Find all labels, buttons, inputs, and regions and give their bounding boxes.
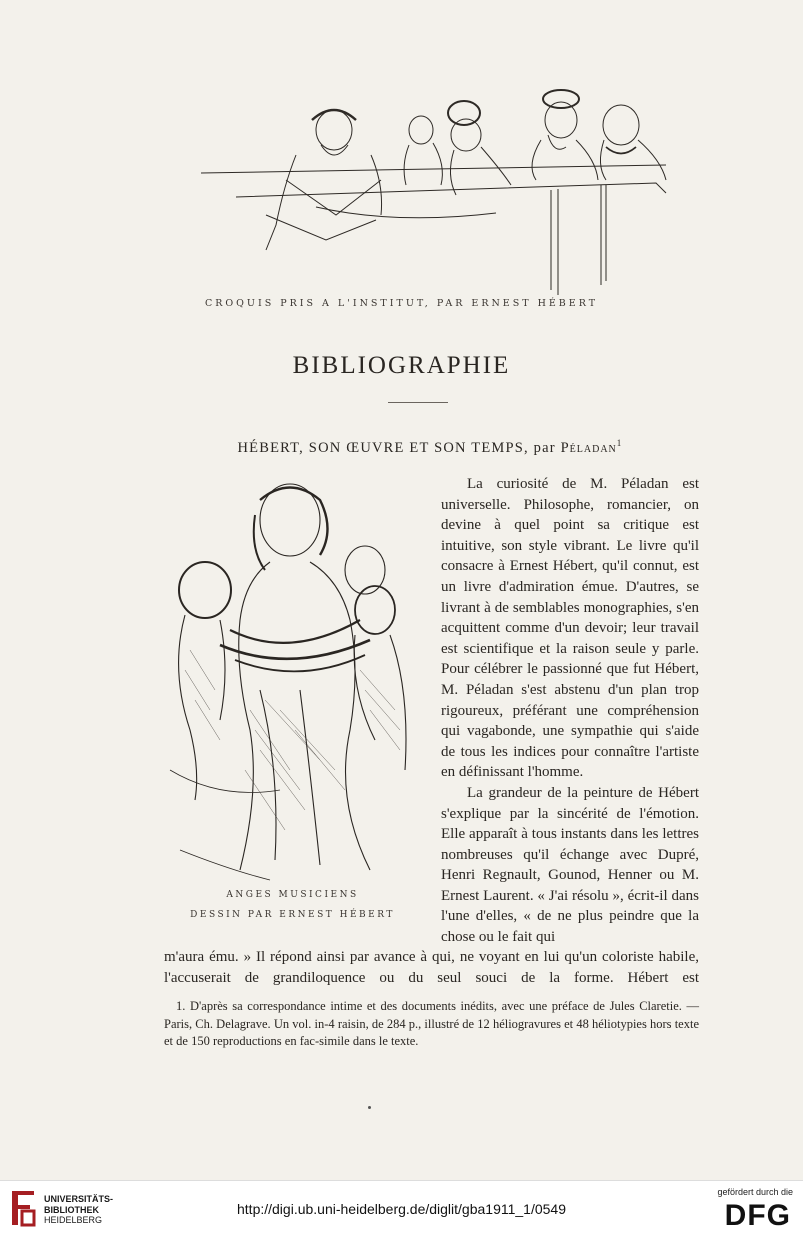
title-divider bbox=[388, 402, 448, 403]
library-name-line-1: UNIVERSITÄTS- bbox=[44, 1194, 114, 1204]
library-name-line-2: BIBLIOTHEK bbox=[44, 1204, 99, 1215]
article-column bbox=[441, 474, 699, 948]
funder-label: gefördert durch die bbox=[717, 1187, 793, 1197]
section-title: BIBLIOGRAPHIE bbox=[292, 352, 511, 379]
viewer-footer bbox=[0, 1180, 803, 1236]
footnote-text: 1. D'après sa correspondance intime et des documents inédits, avec une préface de Jules Claretie. — Paris, Ch. Delagrave. Un vol. in-4 raisin, de 284 p., illustré de 12 héliogravures et 48 héliotypies hors texte et de 150 reproductions en fac-simile dans le texte. bbox=[164, 999, 699, 1048]
article-paragraph-1: La curiosité de M. Péladan est universelle. Philosophe, romancier, on devine à quel point sa critique est intuitive, son style vibrant. Le livre qu'il consacre à Ernest Hébert, qu'il connut, est un livre d'admiration émue. D'autres, se livrant à de semblables monographies, s'en acquittent comme d'un devoir; leur travail est scientifique et la raison seule y parle. Pour célébrer le passionné que fut Hébert, M. Péladan s'est abstenu d'un plan trop rigoureux, préférant une compréhension qui vagabonde, une sympathie qui s'aide de tous les indices pour connaître l'artiste en définissant l'homme. bbox=[441, 476, 699, 781]
angels-caption-title: ANGES MUSICIENS bbox=[226, 890, 359, 900]
library-name-line-3: HEIDELBERG bbox=[44, 1215, 103, 1225]
angels-sketch-illustration bbox=[160, 470, 425, 885]
article-paragraph-2: La grandeur de la peinture de Hébert s'explique par la sincérité de l'émotion. Elle apparaît à tous instants dans les lettres nombreuses qu'il échange avec Dupré, Henri Regnault, Gounod, Henner ou M. Ernest Laurent. « J'ai résolu », écrit-il dans l'une d'elles, « de ne plus peindre que la chose ou le fait qui bbox=[441, 784, 699, 946]
article-author: Péladan bbox=[560, 439, 617, 456]
top-illustration-caption: CROQUIS PRIS A L'INSTITUT, PAR ERNEST HÉBERT bbox=[204, 298, 599, 309]
angels-caption-credit: DESSIN PAR ERNEST HÉBERT bbox=[190, 910, 395, 920]
institut-sketch-illustration bbox=[196, 85, 676, 300]
article-heading bbox=[0, 438, 803, 457]
dfg-logo[interactable]: DFG bbox=[724, 1199, 791, 1232]
article-heading-text: HÉBERT, SON ŒUVRE ET SON TEMPS, par bbox=[237, 439, 561, 456]
page-url-link[interactable]: http://digi.ub.uni-heidelberg.de/diglit/gba1911_1/0549 bbox=[237, 1201, 566, 1217]
page-mark bbox=[368, 1106, 371, 1109]
footnote-marker: 1 bbox=[616, 438, 623, 448]
article-continuation: m'aura ému. » Il répond ainsi par avance à qui, ne voyant en lui qu'un coloriste habile, l'accuserait de grandiloquence ou du seul souci de la forme. Hébert est bbox=[164, 949, 699, 986]
footnote bbox=[164, 998, 699, 1051]
